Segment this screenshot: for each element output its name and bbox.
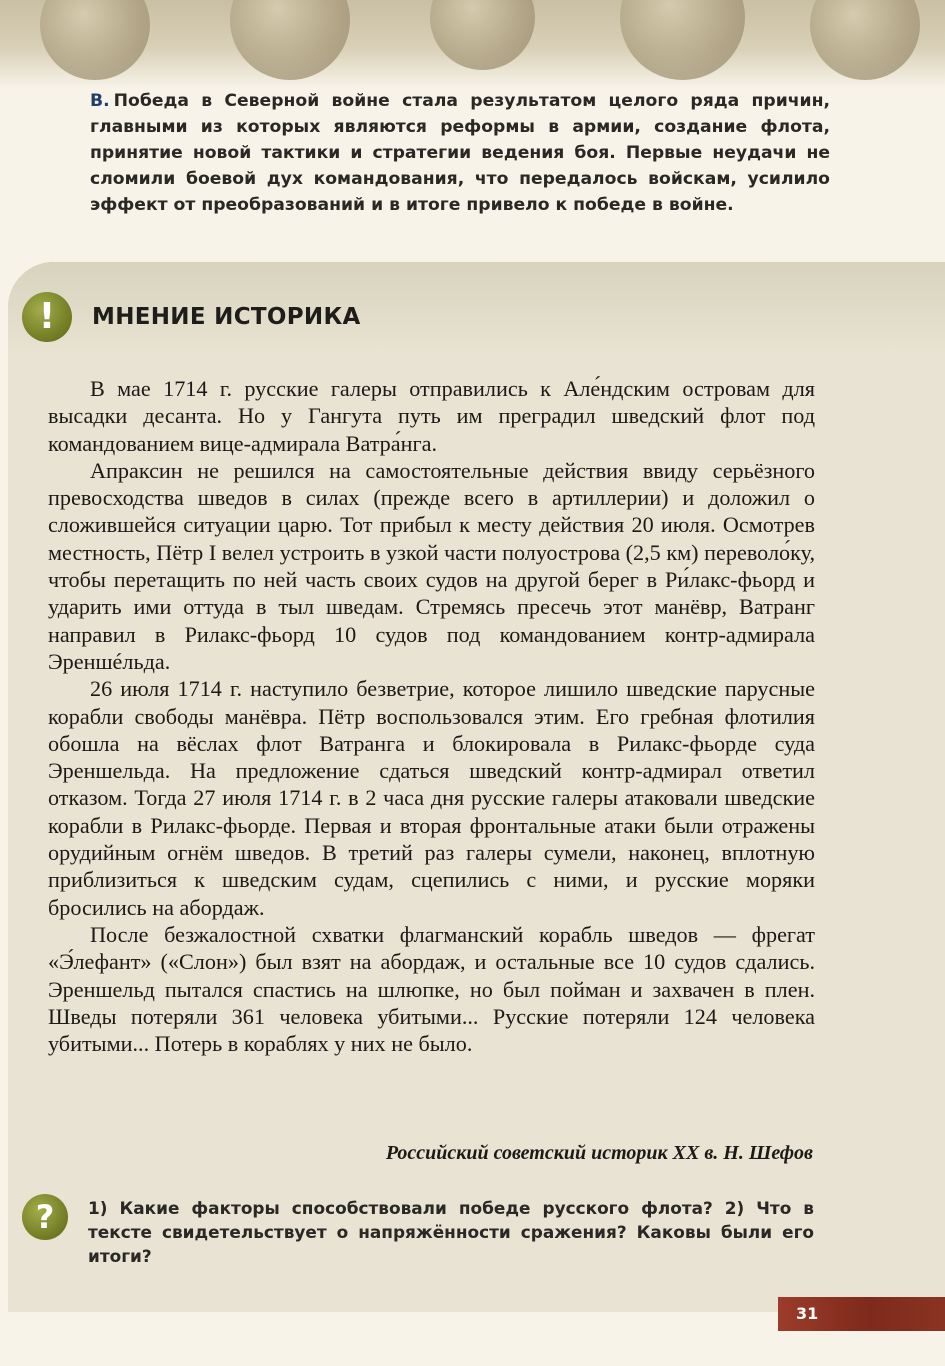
coin-image (810, 0, 920, 80)
conclusion-text: Победа в Северной войне стала результатом целого ряда причин, главными из которых являются реформы в армии, создание флота, принятие новой тактики и стратегии ведения боя. Первые неудачи не сломили боевой дух командования, что передалось войскам, усилило эффект от преобразований и в итоге привело к победе в войне. (90, 91, 830, 215)
quote-paragraph: В мае 1714 г. русские галеры отправились к Але́ндским островам для высадки десанта. Но у Гангута путь им преградил шведский флот под командованием вице-адмирала Ватра́нга. (48, 376, 815, 456)
quote-attribution: Российский советский историк XX в. Н. Шефов (385, 1142, 813, 1164)
decorative-banner (0, 0, 945, 88)
questions-text: 1) Какие факторы способствовали победе русского флота? 2) Что в тексте свидетельствует о напряжённости сражения? Каковы были его итоги? (88, 1198, 814, 1266)
question-icon: ? (22, 1194, 68, 1240)
exclamation-icon: ! (22, 292, 72, 342)
conclusion-paragraph (90, 88, 830, 218)
page-bottom (0, 1312, 778, 1366)
historian-quote (48, 375, 815, 1057)
quote-paragraph: 26 июля 1714 г. наступило безветрие, которое лишило шведские парусные корабли свободы манёвра. Пётр воспользовался этим. Его гребная флотилия обошла на вёслах флот Ватранга и блокировала в Рилакс-фьорде суда Эреншельда. На предложение сдаться шведский контр-адмирал ответил отказом. Тогда 27 июля 1714 г. в 2 часа дня русские галеры атаковали шведские корабли в Рилакс-фьорде. Первая и вторая фронтальные атаки были отражены орудийным огнём шведов. В третий раз галеры сумели, наконец, вплотную приблизиться к шведским судам, сцепились с ними, и русские моряки бросились на абордаж. (48, 676, 815, 920)
coin-image (620, 0, 745, 80)
coin-image (40, 0, 150, 80)
quote-paragraph: Апраксин не решился на самостоятельные действия ввиду серьёзного превосходства шведов в силах (прежде всего в артиллерии) и доложил о сложившейся ситуации царю. Тот прибыл к месту действия 20 июля. Осмотрев местность, Пётр I велел устроить в узкой части полуострова (2,5 км) переволо́ку, чтобы перетащить по ней часть своих судов на другой берег в Ри́лакс-фьорд и ударить ими оттуда в тыл шведам. Стремясь пресечь этот манёвр, Ватранг направил в Рилакс-фьорд 10 судов под командованием контр-адмирала Эреншéльда. (48, 457, 815, 674)
coin-image (230, 0, 350, 80)
quote-paragraph: После безжалостной схватки флагманский корабль шведов — фрегат «Э́лефант» («Слон») был взят на абордаж, и остальные все 10 судов сдались. Эреншельд пытался спастись на шлюпке, но был пойман и захвачен в плен. Шведы потеряли 361 человека убитыми... Русские потеряли 124 человека убитыми... Потерь в кораблях у них не было. (48, 921, 815, 1057)
coin-image (430, 0, 535, 70)
page-number: 31 (778, 1297, 945, 1331)
section-title: МНЕНИЕ ИСТОРИКА (92, 304, 361, 330)
conclusion-letter: B. (90, 91, 110, 111)
